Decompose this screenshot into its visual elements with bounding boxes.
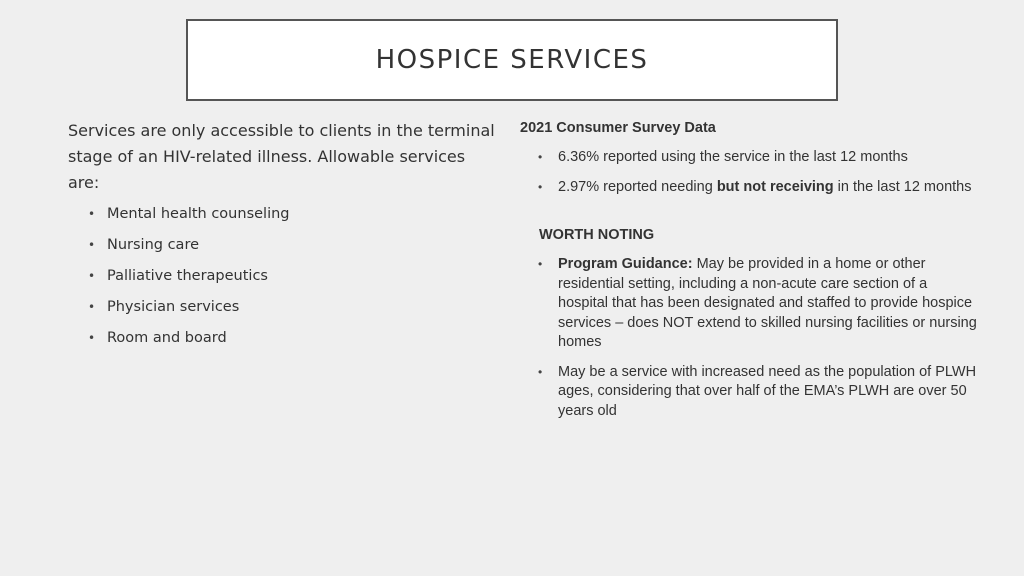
survey-item-pre: 2.97% reported needing [558, 178, 717, 195]
bullet-icon: • [538, 150, 543, 164]
survey-title: 2021 Consumer Survey Data [520, 120, 716, 136]
list-item-label: Room and board [107, 330, 227, 346]
worth-item-text: May be a service with increased need as the population of PLWH ages, considering that over half of the EMA’s PLWH are over 50 years old [558, 363, 977, 419]
survey-item-text: 6.36% reported using the service in the last 12 months [558, 149, 908, 165]
list-item [68, 266, 498, 297]
intro-text: Services are only accessible to clients in the terminal stage of an HIV-related illness. Allowable services are: [68, 121, 495, 192]
survey-item-post: in the last 12 months [833, 178, 972, 195]
survey-list [520, 148, 980, 197]
bullet-icon: • [88, 300, 96, 314]
slide-title: HOSPICE SERVICES [375, 45, 649, 75]
list-item [520, 178, 980, 198]
survey-item-bold: but not receiving [716, 178, 834, 195]
list-item [520, 255, 980, 353]
allowable-services-list [68, 204, 498, 359]
worth-noting-section [520, 225, 980, 245]
right-column [520, 118, 980, 431]
worth-noting-list [520, 255, 980, 421]
left-column [68, 118, 498, 359]
bullet-icon: • [538, 364, 543, 379]
bullet-icon: • [538, 257, 543, 271]
list-item [68, 235, 498, 266]
worth-noting-title: WORTH NOTING [539, 227, 655, 243]
worth-item-bold: Program Guidance: [558, 256, 693, 272]
list-item-label: Palliative therapeutics [107, 268, 268, 284]
bullet-icon: • [88, 238, 96, 252]
title-box [186, 19, 838, 101]
list-item-label: Mental health counseling [107, 206, 290, 222]
list-item [68, 297, 498, 328]
bullet-icon: • [88, 269, 96, 283]
list-item [520, 148, 980, 168]
bullet-icon: • [538, 179, 543, 194]
worth-item-post: May be provided in a home or other residential setting, including a non-acute care section of a hospital that has been designated and staffed to provide hospice services – does NOT extend to skilled nursing facilities or nursing homes [558, 256, 977, 350]
list-item [520, 363, 980, 422]
bullet-icon: • [88, 331, 96, 345]
bullet-icon: • [88, 207, 96, 221]
list-item [68, 328, 498, 359]
list-item-label: Nursing care [107, 237, 200, 253]
list-item-label: Physician services [107, 299, 240, 315]
list-item [68, 204, 498, 235]
